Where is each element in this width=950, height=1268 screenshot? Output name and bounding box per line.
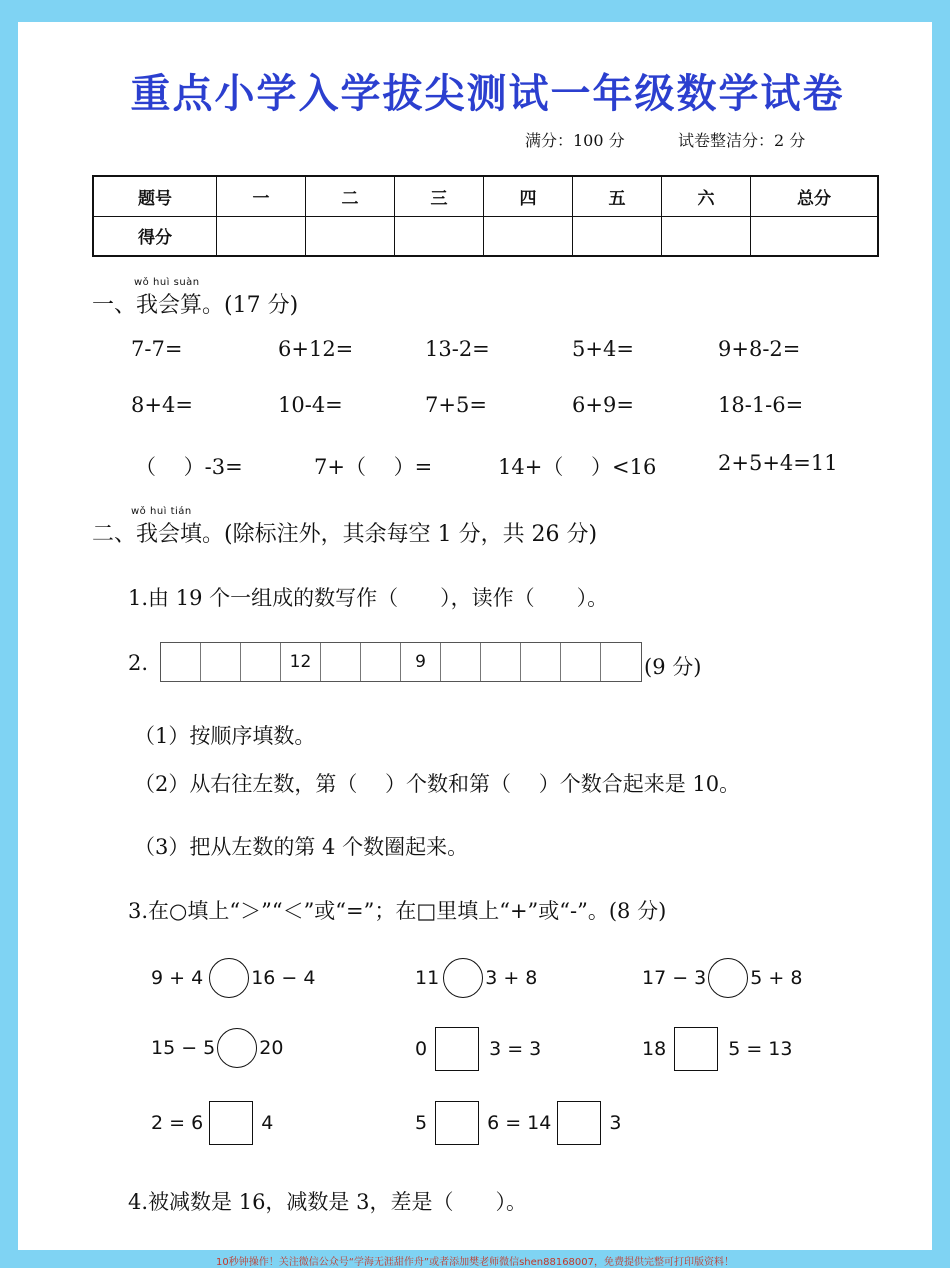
calc-item: 18-1-6= xyxy=(718,393,804,417)
score-blank-cell[interactable] xyxy=(306,216,395,256)
calc-item: 7+（ ）= xyxy=(314,455,433,479)
question-2-sub1: （1）按顺序填数。 xyxy=(134,724,316,748)
sequence-cell[interactable] xyxy=(321,643,361,681)
question-2-label: 2. xyxy=(128,651,149,675)
question-2-sub2: （2）从右往左数，第（ ）个数和第（ ）个数合起来是 10。 xyxy=(134,772,741,796)
answer-square[interactable] xyxy=(435,1027,479,1071)
compare-item xyxy=(415,1101,621,1145)
compare-left: 18 xyxy=(642,1038,667,1060)
answer-square[interactable] xyxy=(209,1101,253,1145)
compare-right: 5 = 13 xyxy=(728,1038,793,1060)
calc-item: （ ）-3= xyxy=(135,455,243,479)
score-header-cell: 三 xyxy=(395,176,484,216)
answer-circle[interactable] xyxy=(708,958,748,998)
calc-item: 6+9= xyxy=(572,393,634,417)
calc-item: 14+（ ）<16 xyxy=(498,455,657,479)
compare-item xyxy=(415,1027,541,1071)
sequence-cell[interactable] xyxy=(521,643,561,681)
calc-item: 6+12= xyxy=(278,337,354,361)
sequence-cell[interactable] xyxy=(561,643,601,681)
compare-left: 2 = 6 xyxy=(151,1112,204,1134)
compare-item xyxy=(415,958,537,998)
score-blank-cell[interactable] xyxy=(395,216,484,256)
section1-pinyin: wǒ huì suàn xyxy=(134,277,200,288)
score-header-row xyxy=(93,176,878,216)
sequence-cell[interactable] xyxy=(161,643,201,681)
sequence-cell[interactable] xyxy=(361,643,401,681)
question-4: 4.被减数是 16，减数是 3，差是（ ）。 xyxy=(128,1190,527,1214)
score-blank-cell[interactable] xyxy=(217,216,306,256)
compare-right: 20 xyxy=(259,1037,284,1059)
score-header-cell: 二 xyxy=(306,176,395,216)
compare-right: 3 = 3 xyxy=(489,1038,542,1060)
answer-square[interactable] xyxy=(435,1101,479,1145)
calc-item: 10-4= xyxy=(278,393,343,417)
score-header-cell: 总分 xyxy=(751,176,879,216)
calc-item: 2+5+4=11 xyxy=(718,451,838,475)
answer-circle[interactable] xyxy=(443,958,483,998)
question-2-points: (9 分) xyxy=(644,655,702,679)
score-blank-cell[interactable] xyxy=(484,216,573,256)
calc-item: 7-7= xyxy=(131,337,183,361)
score-header-cell: 五 xyxy=(573,176,662,216)
calc-item: 5+4= xyxy=(572,337,634,361)
compare-right: 4 xyxy=(261,1112,274,1134)
compare-right: 3 xyxy=(609,1112,622,1134)
sequence-cell[interactable] xyxy=(601,643,641,681)
answer-circle[interactable] xyxy=(209,958,249,998)
compare-mid: 6 = 14 xyxy=(487,1112,552,1134)
full-score: 满分：100 分 xyxy=(525,131,625,150)
section2-pinyin: wǒ huì tián xyxy=(131,506,192,517)
score-header-cell: 一 xyxy=(217,176,306,216)
sequence-cell[interactable] xyxy=(241,643,281,681)
compare-left: 17 − 3 xyxy=(642,967,707,989)
score-blank-cell[interactable] xyxy=(662,216,751,256)
neat-score: 试卷整洁分：2 分 xyxy=(678,131,806,150)
section1-title: 一、我会算。(17 分) xyxy=(92,293,299,318)
question-1: 1.由 19 个一组成的数写作（ ），读作（ ）。 xyxy=(128,586,609,610)
compare-right: 16 − 4 xyxy=(251,967,316,989)
score-header-cell: 六 xyxy=(662,176,751,216)
compare-item xyxy=(642,958,802,998)
compare-left: 11 xyxy=(415,967,440,989)
calc-item: 8+4= xyxy=(131,393,193,417)
footer-note: 10秒钟操作！关注微信公众号“学海无涯甜作舟”或者添加樊老师微信shen88168007，免费提供完整可打印版资料！ xyxy=(215,1257,735,1268)
score-blank-cell[interactable] xyxy=(573,216,662,256)
score-header-cell: 题号 xyxy=(93,176,217,216)
compare-item xyxy=(151,1028,283,1068)
compare-right: 5 + 8 xyxy=(750,967,803,989)
score-row-label: 得分 xyxy=(93,216,217,256)
compare-item xyxy=(151,1101,273,1145)
calc-item: 9+8-2= xyxy=(718,337,801,361)
sequence-cell[interactable] xyxy=(481,643,521,681)
compare-right: 3 + 8 xyxy=(485,967,538,989)
score-header-cell: 四 xyxy=(484,176,573,216)
calc-item: 13-2= xyxy=(425,337,490,361)
sequence-cell[interactable] xyxy=(441,643,481,681)
answer-circle[interactable] xyxy=(217,1028,257,1068)
page-title: 重点小学入学拔尖测试一年级数学试卷 xyxy=(130,71,845,117)
calc-item: 7+5= xyxy=(425,393,487,417)
sequence-cell: 12 xyxy=(281,643,321,681)
score-table xyxy=(92,175,879,257)
compare-left: 5 xyxy=(415,1112,428,1134)
answer-square[interactable] xyxy=(557,1101,601,1145)
score-blank-cell[interactable] xyxy=(751,216,879,256)
compare-item xyxy=(151,958,315,998)
answer-square[interactable] xyxy=(674,1027,718,1071)
compare-left: 15 − 5 xyxy=(151,1037,216,1059)
score-value-row xyxy=(93,216,878,256)
compare-item xyxy=(642,1027,792,1071)
number-sequence-boxes xyxy=(160,642,642,682)
sequence-cell: 9 xyxy=(401,643,441,681)
compare-left: 0 xyxy=(415,1038,428,1060)
section2-title: 二、我会填。(除标注外，其余每空 1 分，共 26 分) xyxy=(92,522,598,547)
sequence-cell[interactable] xyxy=(201,643,241,681)
question-2-sub3: （3）把从左数的第 4 个数圈起来。 xyxy=(134,835,469,859)
question-3: 3.在○填上“＞”“＜”或“=”；在□里填上“+”或“-”。(8 分) xyxy=(128,899,667,923)
compare-left: 9 + 4 xyxy=(151,967,204,989)
